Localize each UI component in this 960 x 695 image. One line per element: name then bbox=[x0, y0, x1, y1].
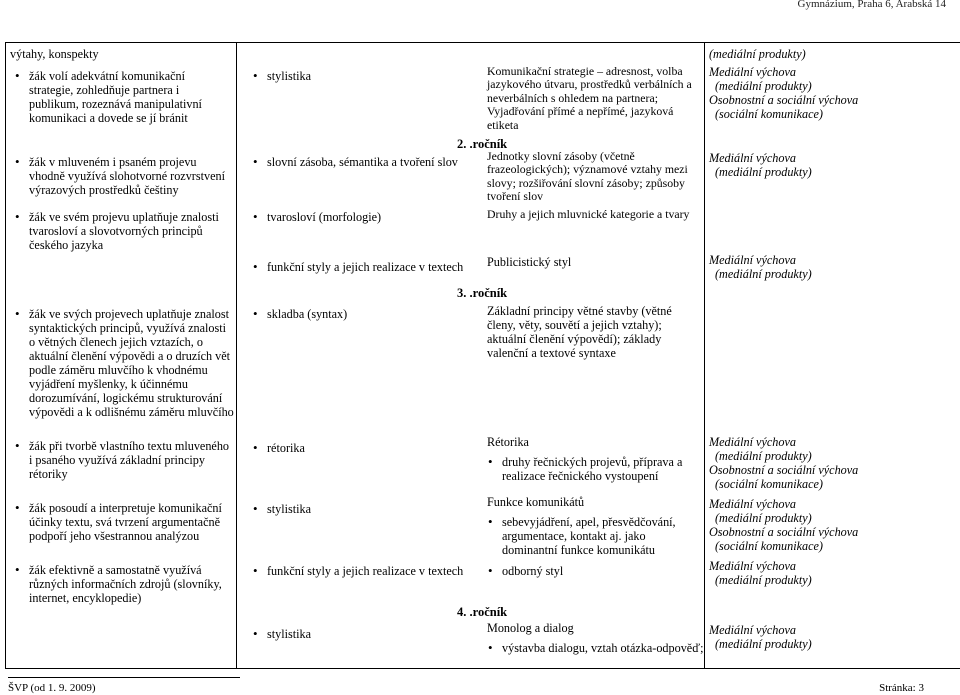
topic-stylistika: • stylistika bbox=[267, 627, 311, 641]
theme-top: (mediální produkty) bbox=[709, 47, 806, 61]
outcome-item: • žák ve svém projevu uplatňuje znalosti tvarosloví a slovotvorných principů českého jazyka bbox=[29, 210, 229, 252]
theme-line: Osobnostní a sociální výchova bbox=[709, 463, 859, 477]
page-header: Gymnázium, Praha 6, Arabská 14 bbox=[797, 0, 946, 10]
theme-line: Osobnostní a sociální výchova bbox=[709, 525, 859, 539]
topic-tvaroslovi: • tvarosloví (morfologie) bbox=[267, 210, 381, 224]
theme-line: Mediální výchova bbox=[709, 559, 796, 573]
grade-heading: 3. .ročník bbox=[457, 286, 508, 300]
theme-line: (mediální produkty) bbox=[715, 573, 812, 587]
theme-line: (mediální produkty) bbox=[715, 79, 812, 93]
footer-page-number: Stránka: 3 bbox=[879, 682, 924, 694]
topic-slovni-zasoba: • slovní zásoba, sémantika a tvoření slov bbox=[267, 155, 458, 169]
content-funkce-item: • sebevyjádření, apel, přesvědčování, argumentace, kontakt aj. jako dominantní funkce komunikátu bbox=[502, 515, 702, 557]
theme-line: Mediální výchova bbox=[709, 623, 796, 637]
topic-funkcni-styly: • funkční styly a jejich realizace v textech bbox=[267, 564, 463, 578]
topic-stylistika: • stylistika bbox=[267, 502, 311, 516]
outcome-item: • žák volí adekvátní komunikační strategie, zohledňuje partnera i publikum, rozeznává manipulativní komunikaci a dovede se jí bránit bbox=[29, 69, 229, 125]
outcome-item: • žák při tvorbě vlastního textu mluveného i psaného využívá základní principy rétoriky bbox=[29, 439, 235, 481]
content-retorika-title: Rétorika bbox=[487, 435, 529, 449]
content-funkce-title: Funkce komunikátů bbox=[487, 495, 585, 509]
outcomes-column bbox=[6, 43, 237, 669]
theme-line: (mediální produkty) bbox=[715, 511, 812, 525]
theme-line: Mediální výchova bbox=[709, 435, 796, 449]
footer-version: ŠVP (od 1. 9. 2009) bbox=[8, 682, 96, 694]
content-odborny: • odborný styl bbox=[502, 564, 563, 578]
grade-heading: 4. .ročník bbox=[457, 605, 508, 619]
outcome-item: • žák v mluveném i psaném projevu vhodně využívá slohotvorné rozvrstvení výrazových prostředků češtiny bbox=[29, 155, 229, 197]
topic-funkcni-styly: • funkční styly a jejich realizace v textech bbox=[267, 260, 463, 274]
outcome-item: • žák posoudí a interpretuje komunikační účinky textu, svá tvrzení argumentačně podpoří jeho všestrannou analýzou bbox=[29, 501, 229, 543]
curriculum-table bbox=[5, 42, 960, 669]
crosscurricular-column bbox=[705, 43, 960, 669]
theme-line: (sociální komunikace) bbox=[715, 107, 823, 121]
outcome-item: • žák ve svých projevech uplatňuje znalost syntaktických principů, využívá znalosti o větných členech jejich vztazích, o aktuální členění výpovědi a o druzích vět podle záměru mluvčího k vhodnému vyjádření myšlenky, k účinnému dorozumívání, logickému strukturování výpovědi a k odlišnému záměru mluvčího bbox=[29, 307, 234, 419]
content-monolog-title: Monolog a dialog bbox=[487, 621, 574, 635]
theme-line: (sociální komunikace) bbox=[715, 539, 823, 553]
theme-line: (sociální komunikace) bbox=[715, 477, 823, 491]
content-zakladni: Základní principy větné stavby (větné členy, věty, souvětí a jejich vztahy); aktuální členění výpovědí); základy valenční a textové syntaxe bbox=[487, 304, 672, 360]
grade-heading: 2. .ročník bbox=[457, 137, 508, 151]
theme-line: Mediální výchova bbox=[709, 65, 796, 79]
theme-line: (mediální produkty) bbox=[715, 637, 812, 651]
content-monolog-item: • výstavba dialogu, vztah otázka-odpověď; bbox=[502, 641, 703, 655]
content-komunikacni: Komunikační strategie – adresnost, volba jazykového útvaru, prostředků verbálních a neverbálních s ohledem na partnera; Vyjadřování přímé a nepřímé, jazyková etiketa bbox=[487, 64, 692, 132]
theme-line: Mediální výchova bbox=[709, 151, 796, 165]
theme-line: Mediální výchova bbox=[709, 497, 796, 511]
theme-line: Osobnostní a sociální výchova bbox=[709, 93, 859, 107]
content-druhy: Druhy a jejich mluvnické kategorie a tvary bbox=[487, 207, 690, 221]
content-jednotky: Jednotky slovní zásoby (včetně frazeologických); významové vztahy mezi slovy; rozšiřování slovní zásoby; způsoby tvoření slov bbox=[487, 149, 688, 204]
theme-line: (mediální produkty) bbox=[715, 449, 812, 463]
theme-line: (mediální produkty) bbox=[715, 267, 812, 281]
content-retorika-item: • druhy řečnických projevů, příprava a realizace řečnického vystoupení bbox=[502, 455, 702, 483]
outcome-top: výtahy, konspekty bbox=[10, 47, 99, 61]
theme-line: Mediální výchova bbox=[709, 253, 796, 267]
content-publicisticky: Publicistický styl bbox=[487, 255, 572, 269]
topic-skladba: • skladba (syntax) bbox=[267, 307, 347, 321]
topic-retorika: • rétorika bbox=[267, 441, 305, 455]
outcome-item: • žák efektivně a samostatně využívá různých informačních zdrojů (slovníky, internet, encyklopedie) bbox=[29, 563, 229, 605]
theme-line: (mediální produkty) bbox=[715, 165, 812, 179]
footer-divider bbox=[8, 677, 240, 678]
topic-stylistika: • stylistika bbox=[267, 69, 311, 83]
table-row bbox=[6, 43, 960, 669]
content-column bbox=[237, 43, 705, 669]
